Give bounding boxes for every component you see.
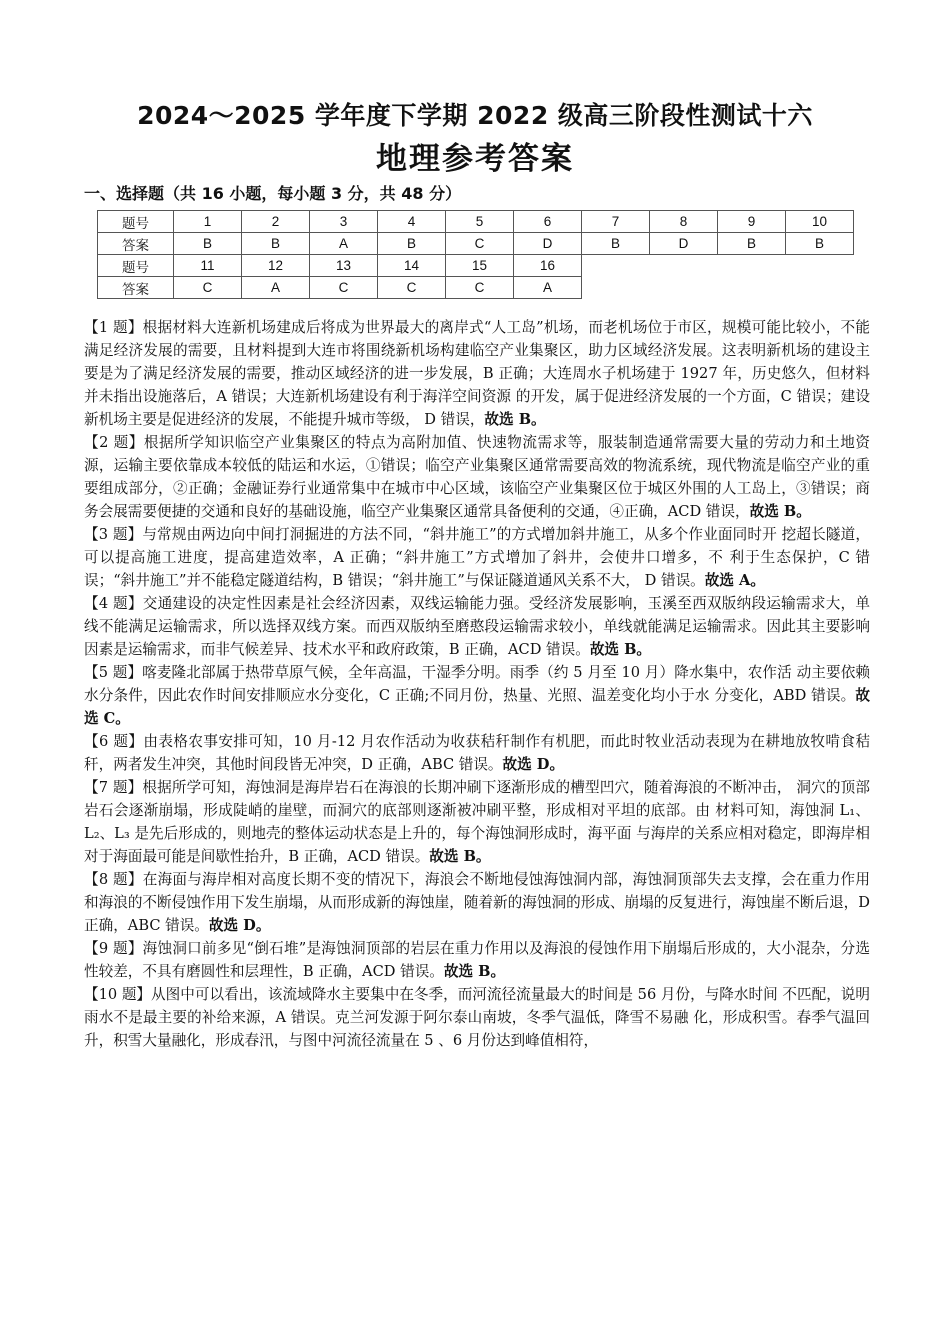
explanations	[84, 316, 870, 1052]
table-cell: 13	[310, 255, 378, 277]
explanation-3: 【3 题】与常规由两边向中间打洞掘进的方法不同，“斜井施工”的方式增加斜井施工，从多个作业面同时开 挖超长隧道，可以提高施工进度，提高建造效率，A 正确；“斜井施工”方式增加了斜井，会使井口增多，不 利于生态保护，C 错误；“斜井施工”并不能稳定隧道结构，B 错误；“斜井施工”与保证隧道通风关系不大， D 错误。故选 A。	[84, 526, 870, 589]
table-cell: C	[174, 277, 242, 299]
table-row-answer-1	[98, 233, 854, 255]
table-cell: 8	[650, 211, 718, 233]
section-heading: 一、选择题（共 16 小题，每小题 3 分，共 48 分）	[84, 184, 462, 203]
explanation-6: 【6 题】由表格农事安排可知，10 月-12 月农作活动为收获秸秆制作有机肥，而此时牧业活动表现为在耕地放牧啃食秸秆，两者发生冲突，其他时间段皆无冲突，D 正确，ABC 错误。故选 D。	[84, 733, 870, 773]
table-cell: 10	[786, 211, 854, 233]
table-cell: 12	[242, 255, 310, 277]
table-cell: 14	[378, 255, 446, 277]
table-cell: 11	[174, 255, 242, 277]
table-cell: 9	[718, 211, 786, 233]
table-row-question-1	[98, 211, 854, 233]
table-cell: B	[786, 233, 854, 255]
table-cell: 6	[514, 211, 582, 233]
table-cell: 7	[582, 211, 650, 233]
table-cell: C	[446, 277, 514, 299]
explanation-7: 【7 题】根据所学可知，海蚀洞是海岸岩石在海浪的长期冲刷下逐渐形成的槽型凹穴，随着海浪的不断冲击， 洞穴的顶部岩石会逐渐崩塌，形成陡峭的崖壁，而洞穴的底部则逐渐被冲刷平整，形成相对平坦的底部。由 材料可知，海蚀洞 L₁、L₂、L₃ 是先后形成的，则地壳的整体运动状态是上升的，每个海蚀洞形成时，海平面 与海岸的关系应相对稳定，即海岸相对于海面最可能是间歇性抬升，B 正确，ACD 错误。故选 B。	[84, 779, 870, 865]
explanation-2: 【2 题】根据所学知识临空产业集聚区的特点为高附加值、快速物流需求等，服装制造通常需要大量的劳动力和土地资源，运输主要依靠成本较低的陆运和水运，①错误；临空产业集聚区通常需要高效的物流系统，现代物流是临空产业的重要组成部分，②正确；金融证券行业通常集中在城市中心区域，该临空产业集聚区位于城区外围的人工岛上，③错误；商务会展需要便捷的交通和良好的基础设施，临空产业集聚区通常具备便利的交通，④正确，ACD 错误，故选 B。	[84, 434, 870, 520]
table-cell: B	[174, 233, 242, 255]
table-cell: A	[242, 277, 310, 299]
explanation-5: 【5 题】喀麦隆北部属于热带草原气候，全年高温，干湿季分明。雨季（约 5 月至 10 月）降水集中，农作活 动主要依赖水分条件，因此农作时间安排顺应水分变化，C 正确;不同月份，热量、光照、温差变化均小于水 分变化，ABD 错误。故选 C。	[84, 664, 870, 727]
table-row-answer-2	[98, 277, 854, 299]
explanation-9: 【9 题】海蚀洞口前多见“倒石堆”是海蚀洞顶部的岩层在重力作用以及海浪的侵蚀作用下崩塌后形成的，大小混杂，分选性较差，不具有磨圆性和层理性，B 正确，ACD 错误。故选 B。	[84, 940, 870, 980]
table-cell: 4	[378, 211, 446, 233]
table-cell: B	[242, 233, 310, 255]
table-cell: 1	[174, 211, 242, 233]
table-label-question: 题号	[98, 211, 174, 233]
answer-key-title: 地理参考答案	[376, 141, 574, 177]
table-cell: 5	[446, 211, 514, 233]
table-cell: B	[582, 233, 650, 255]
answer-table	[97, 210, 854, 299]
table-cell: 16	[514, 255, 582, 277]
table-cell: 3	[310, 211, 378, 233]
table-cell: A	[514, 277, 582, 299]
explanation-4: 【4 题】交通建设的决定性因素是社会经济因素，双线运输能力强。受经济发展影响，玉溪至西双版纳段运输需求大，单线不能满足运输需求，所以选择双线方案。而西双版纳至磨憨段运输需求较小，单线就能满足运输需求。因此其主要影响因素是运输需求，而非气候差异、技术水平和政府政策，B 正确，ACD 错误。故选 B。	[84, 595, 870, 658]
table-cell: 15	[446, 255, 514, 277]
table-empty	[582, 255, 854, 277]
table-label-answer: 答案	[98, 233, 174, 255]
table-row-question-2	[98, 255, 854, 277]
table-cell: B	[378, 233, 446, 255]
table-label-answer: 答案	[98, 277, 174, 299]
table-cell: 2	[242, 211, 310, 233]
table-cell: C	[446, 233, 514, 255]
explanation-10: 【10 题】从图中可以看出，该流域降水主要集中在冬季，而河流径流量最大的时间是 56 月份，与降水时间 不匹配，说明雨水不是最主要的补给来源，A 错误。克兰河发源于阿尔泰山南坡，冬季气温低，降雪不易融 化，形成积雪。春季气温回升，积雪大量融化，形成春汛，与图中河流径流量在 5 、6 月份达到峰值相符，	[84, 986, 870, 1049]
explanation-8: 【8 题】在海面与海岸相对高度长期不变的情况下，海浪会不断地侵蚀海蚀洞内部，海蚀洞顶部失去支撑，会在重力作用和海浪的不断侵蚀作用下发生崩塌，从而形成新的海蚀崖，随着新的海蚀洞的形成、崩塌的反复进行，海蚀崖不断后退，D 正确，ABC 错误。故选 D。	[84, 871, 870, 934]
table-cell: D	[514, 233, 582, 255]
explanation-1: 【1 题】根据材料大连新机场建成后将成为世界最大的离岸式“人工岛”机场，而老机场位于市区，规模可能比较小，不能满足经济发展的需要，且材料提到大连市将围绕新机场构建临空产业集聚区，助力区域经济发展。这表明新机场的建设主要是为了满足经济发展的需要，推动区域经济的进一步发展，B 正确；大连周水子机场建于 1927 年，历史悠久，但材料并未指出设施落后，A 错误；大连新机场建设有利于海洋空间资源 的开发，属于促进经济发展的一个方面，C 错误；建设新机场主要是促进经济的发展，不能提升城市等级， D 错误，故选 B。	[84, 319, 870, 428]
table-cell: D	[650, 233, 718, 255]
table-cell: B	[718, 233, 786, 255]
table-empty	[582, 277, 854, 299]
exam-title: 2024～2025 学年度下学期 2022 级高三阶段性测试十六	[137, 101, 813, 130]
table-label-question: 题号	[98, 255, 174, 277]
table-cell: C	[378, 277, 446, 299]
table-cell: A	[310, 233, 378, 255]
table-cell: C	[310, 277, 378, 299]
